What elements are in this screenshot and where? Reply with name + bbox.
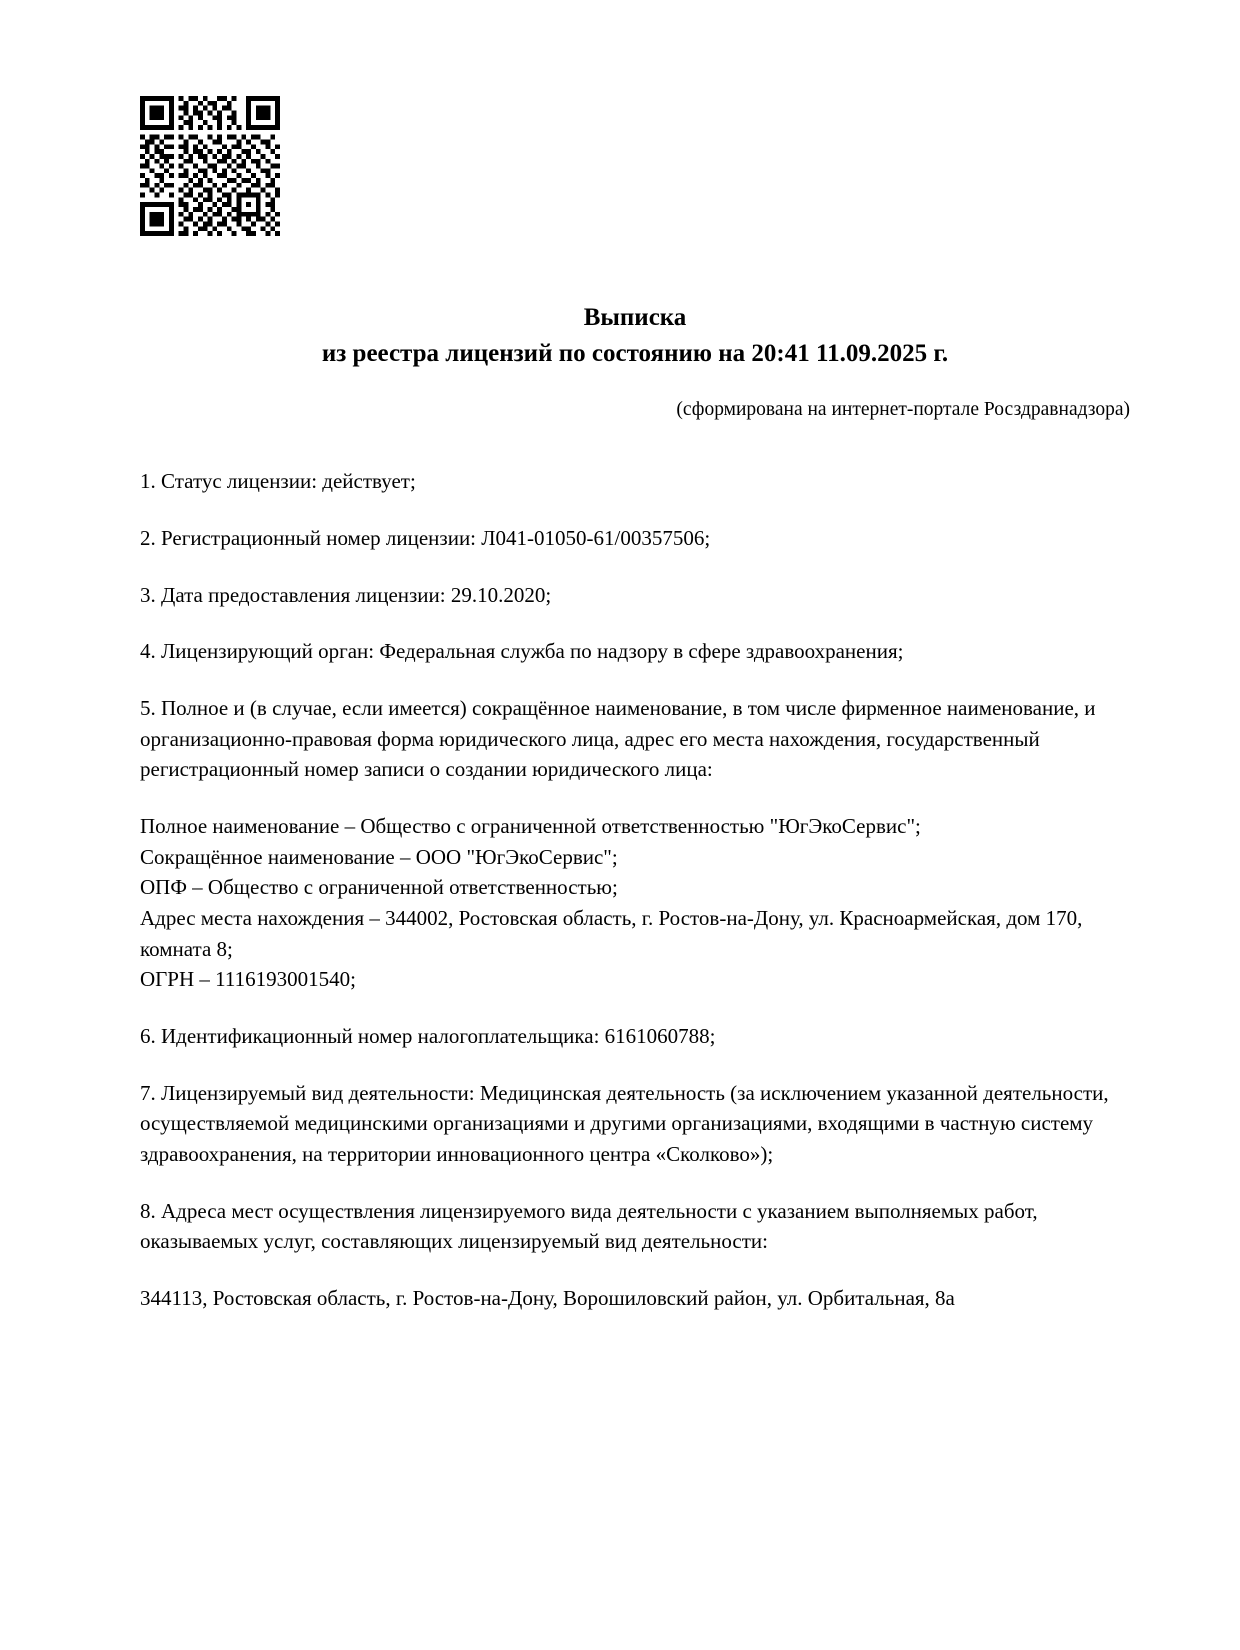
document-subtitle: (сформирована на интернет-портале Росздравнадзора) (676, 399, 1130, 420)
entity-ogrn: ОГРН – 1116193001540; (140, 967, 356, 992)
entity-details (140, 811, 1130, 995)
item-inn: 6. Идентификационный номер налогоплательщика: 6161060788; (140, 1023, 716, 1048)
page-title (140, 300, 1130, 371)
qr-code-icon (140, 96, 280, 236)
entity-full-name: Полное наименование – Общество с ограниченной ответственностью "ЮгЭкоСервис"; (140, 813, 921, 838)
item-activity-type: 7. Лицензируемый вид деятельности: Медицинская деятельность (за исключением указанной деятельности, осуществляемой медицинскими организациями и другими организациями, входящими в частную систему здравоохранения, на территории инновационного центра «Сколково»); (140, 1080, 1109, 1166)
item-status: 1. Статус лицензии: действует; (140, 469, 416, 494)
item-address-1: 344113, Ростовская область, г. Ростов-на-Дону, Ворошиловский район, ул. Орбитальная, 8а (140, 1285, 955, 1310)
document-body (140, 300, 1130, 1339)
entity-legal-form: ОПФ – Общество с ограниченной ответственностью; (140, 875, 618, 900)
item-registration-number: 2. Регистрационный номер лицензии: Л041-01050-61/00357506; (140, 526, 711, 550)
title-line-2: из реестра лицензий по состоянию на 20:41 11.09.2025 г. (321, 339, 949, 367)
item-date-granted: 3. Дата предоставления лицензии: 29.10.2020; (140, 582, 552, 607)
item-entity-heading: 5. Полное и (в случае, если имеется) сокращённое наименование, в том числе фирменное наименование, и организационно-правовая форма юридического лица, адрес его места нахождения, государственный регистрационный номер записи о создании юридического лица: (140, 695, 1096, 782)
item-addresses-heading: 8. Адреса мест осуществления лицензируемого вида деятельности с указанием выполняемых работ, оказываемых услуг, составляющих лицензируемый вид деятельности: (140, 1198, 1038, 1254)
item-licensing-authority: 4. Лицензирующий орган: Федеральная служба по надзору в сфере здравоохранения; (140, 639, 904, 664)
entity-address: Адрес места нахождения – 344002, Ростовская область, г. Ростов-на-Дону, ул. Красноармейская, дом 170, комната 8; (140, 905, 1083, 961)
title-line-1: Выписка (583, 304, 687, 331)
entity-short-name: Сокращённое наименование – ООО "ЮгЭкоСервис"; (140, 844, 618, 869)
